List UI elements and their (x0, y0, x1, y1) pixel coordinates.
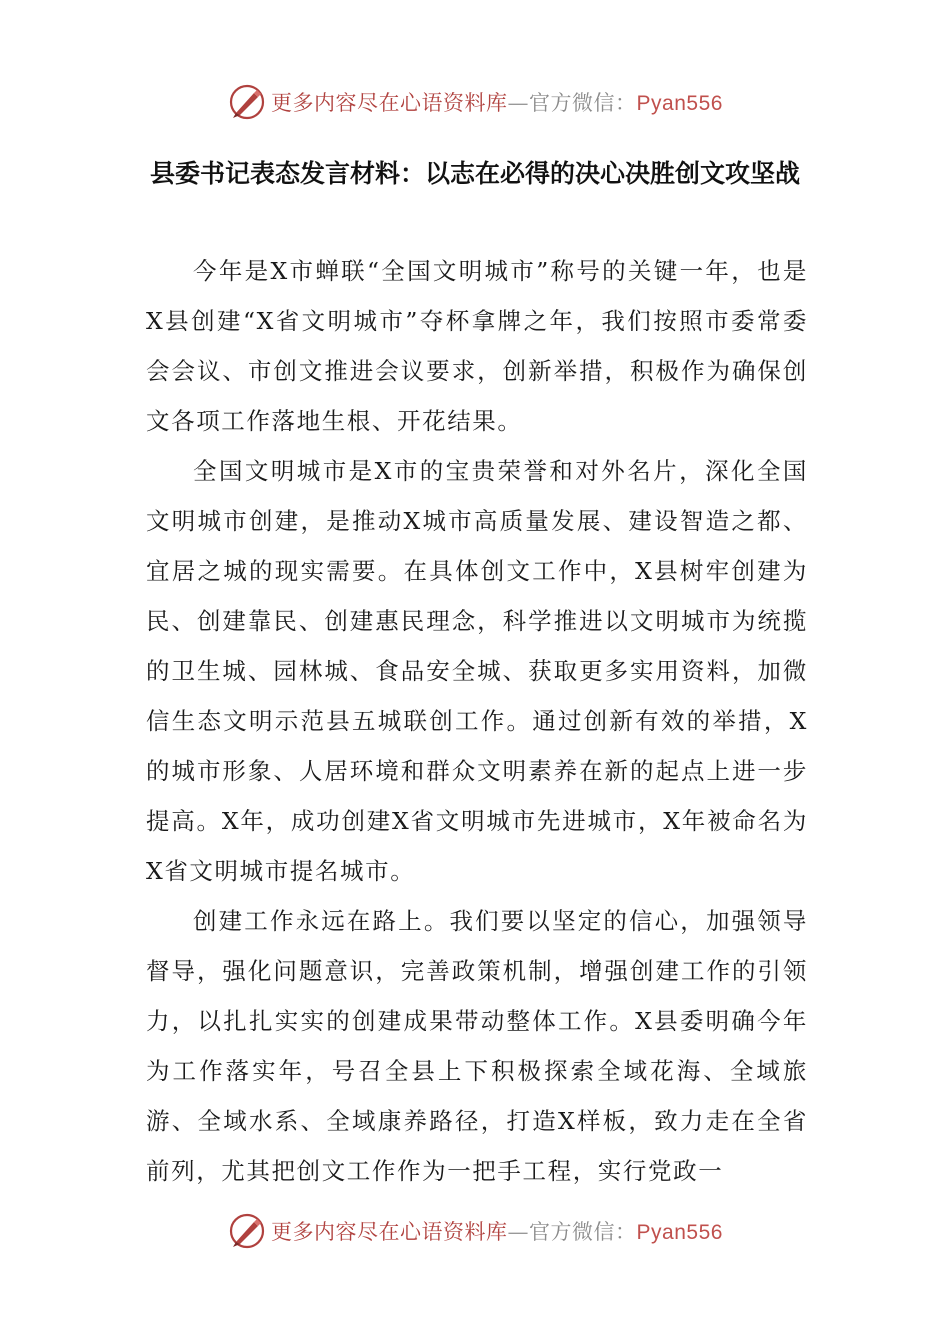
document-body (146, 246, 808, 1196)
pen-logo-icon (227, 82, 267, 122)
watermark-separator: — (507, 91, 530, 115)
document-title: 县委书记表态发言材料：以志在必得的决心决胜创文攻坚战 (149, 159, 800, 188)
paragraph: 今年是X市蝉联“全国文明城市”称号的关键一年，也是X县创建“X省文明城市”夺杯拿牌之年，我们按照市委常委会会议、市创文推进会议要求，创新举措，积极作为确保创文各项工作落地生根、开花结果。 (146, 257, 808, 435)
watermark-main-text: 更多内容尽在心语资料库 (271, 91, 508, 115)
paragraph: 全国文明城市是X市的宝贵荣誉和对外名片，深化全国文明城市创建，是推动X城市高质量发展、建设智造之都、宜居之城的现实需要。在具体创文工作中，X县树牢创建为民、创建靠民、创建惠民理念，科学推进以文明城市为统揽的卫生城、园林城、食品安全城、获取更多实用资料，加微信生态文明示范县五城联创工作。通过创新有效的举措，X的城市形象、人居环境和群众文明素养在新的起点上进一步提高。X年，成功创建X省文明城市先进城市，X年被命名为X省文明城市提名城市。 (146, 457, 808, 885)
paragraph: 创建工作永远在路上。我们要以坚定的信心，加强领导督导，强化问题意识，完善政策机制，增强创建工作的引领力，以扎扎实实的创建成果带动整体工作。X县委明确今年为工作落实年，号召全县上下积极探索全域花海、全域旅游、全域水系、全域康养路径，打造X样板，致力走在全省前列，尤其把创文工作作为一把手工程，实行党政一 (146, 907, 808, 1185)
watermark-text (271, 87, 723, 117)
pen-logo-icon (227, 1211, 267, 1251)
footer-watermark (0, 1209, 950, 1253)
watermark-wechat-id: Pyan556 (636, 92, 723, 115)
watermark-separator: — (507, 1220, 530, 1244)
watermark-official-label: 官方微信： (529, 91, 637, 115)
watermark-main-text: 更多内容尽在心语资料库 (271, 1220, 508, 1244)
watermark-text (271, 1216, 723, 1246)
watermark-wechat-id: Pyan556 (636, 1221, 723, 1244)
header-watermark (0, 80, 950, 124)
watermark-official-label: 官方微信： (529, 1220, 637, 1244)
